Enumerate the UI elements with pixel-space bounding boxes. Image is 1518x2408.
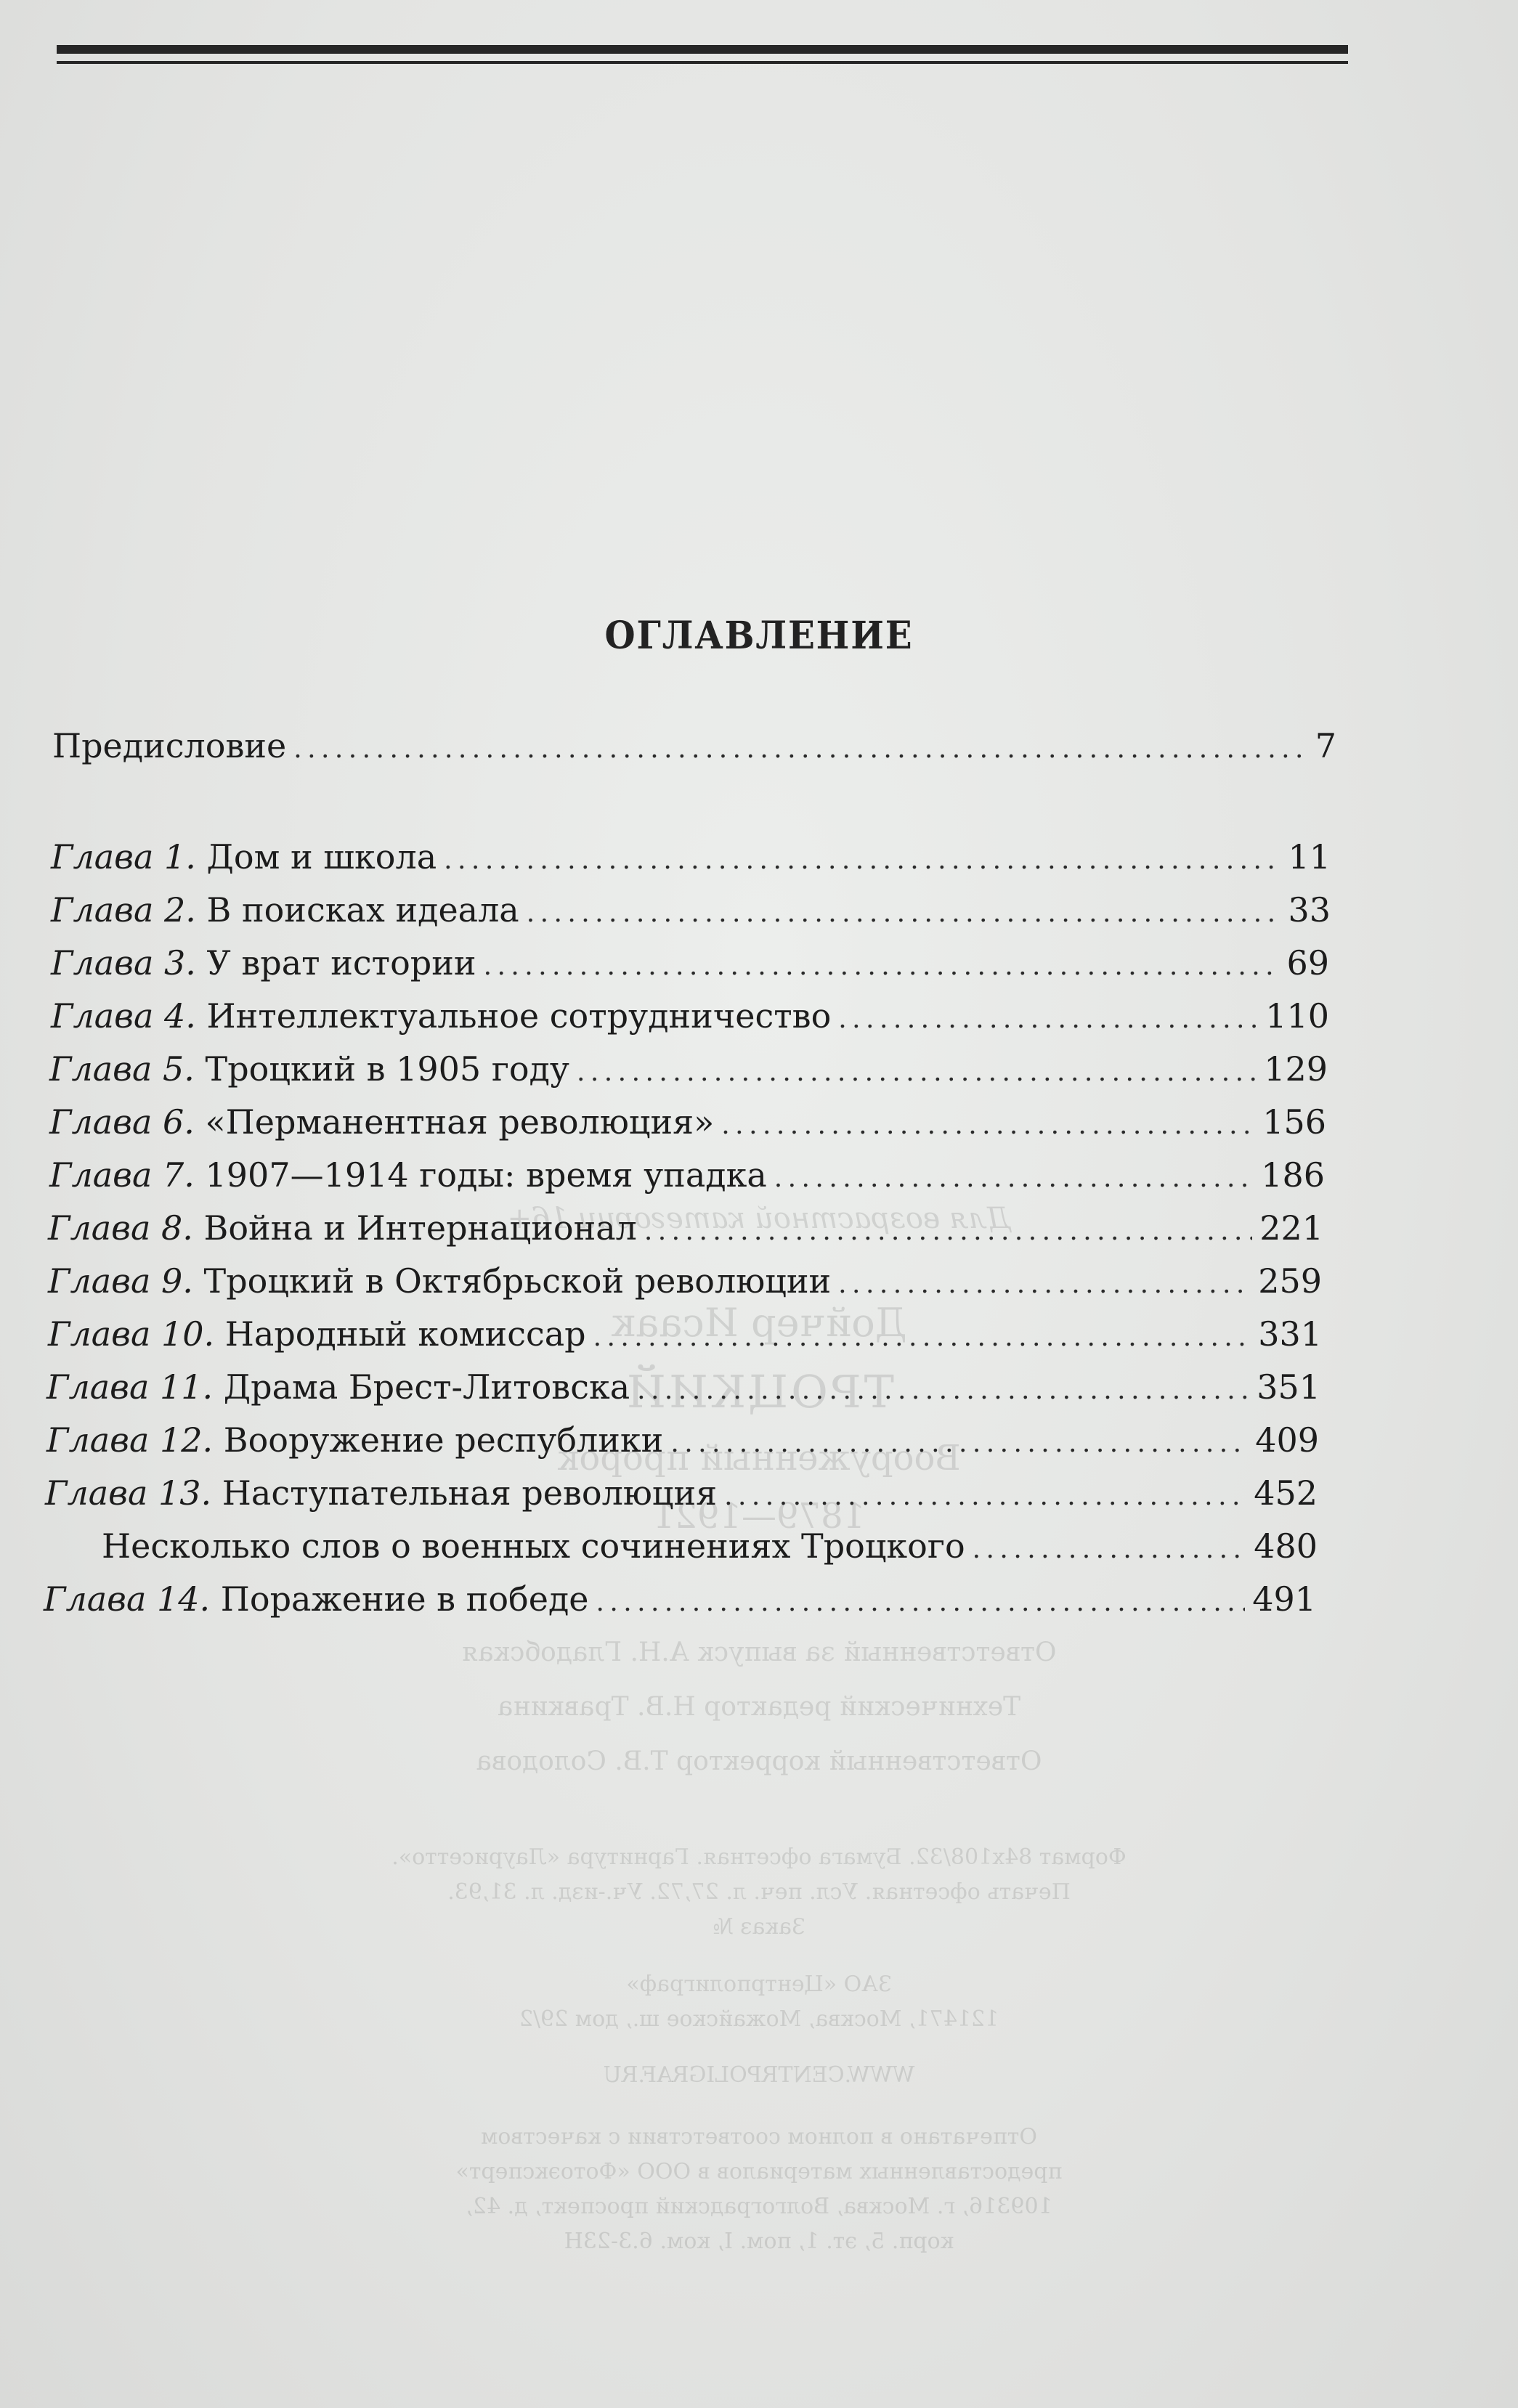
toc-entry xyxy=(48,1208,1323,1248)
toc-entry-title: Вооружение республики xyxy=(223,1420,664,1460)
toc-entry-title: Троцкий в 1905 году xyxy=(205,1049,570,1089)
toc-page-number: 491 xyxy=(1252,1579,1316,1619)
toc-entry xyxy=(51,996,1329,1036)
leader-dots xyxy=(721,1110,1255,1140)
toc-page-number: 186 xyxy=(1261,1155,1325,1195)
leader-dots xyxy=(973,1534,1247,1564)
toc-page-number: 110 xyxy=(1265,996,1329,1036)
toc-entry-title: Троцкий в Октябрьской революции xyxy=(203,1261,832,1301)
toc-entry-title: Предисловие xyxy=(52,726,287,765)
show-through-line: Вооруженный пророк xyxy=(557,1438,961,1478)
toc-entry-subsection xyxy=(102,1526,1318,1566)
toc-entry xyxy=(45,1473,1318,1513)
toc-chapter-label: Глава 8. xyxy=(48,1208,193,1248)
toc-page-number: 351 xyxy=(1257,1367,1320,1407)
page-title: ОГЛАВЛЕНИЕ xyxy=(604,614,914,658)
show-through-line: Печать офсетная. Усл. печ. л. 27,72. Уч.-изд. л. 31,93. xyxy=(447,1879,1071,1905)
show-through-line: 109316, г. Москва, Волгоградский проспект, д. 42, xyxy=(466,2194,1052,2219)
leader-dots xyxy=(293,734,1307,764)
toc-chapter-label: Глава 14. xyxy=(44,1579,211,1619)
toc-entry-preface xyxy=(52,726,1336,765)
toc-page-number: 331 xyxy=(1258,1314,1322,1354)
toc-entry-title: Поражение в победе xyxy=(220,1579,589,1619)
leader-dots xyxy=(637,1375,1249,1405)
leader-dots xyxy=(596,1587,1246,1617)
toc-chapter-label: Глава 3. xyxy=(51,943,196,983)
toc-chapter-label: Глава 1. xyxy=(51,837,196,876)
toc-chapter-label: Глава 11. xyxy=(46,1367,214,1407)
toc-entry-title: Интеллектуальное сотрудничество xyxy=(206,996,832,1036)
toc-chapter-label: Глава 9. xyxy=(48,1261,193,1301)
leader-dots xyxy=(838,1004,1258,1034)
show-through-line: ТРОЦКИЙ xyxy=(623,1365,895,1418)
leader-dots xyxy=(484,951,1280,981)
toc-entry xyxy=(49,1049,1328,1089)
toc-chapter-label: Глава 4. xyxy=(51,996,196,1036)
toc-page-number: 69 xyxy=(1286,943,1329,983)
top-rule-thin xyxy=(57,61,1348,64)
toc-entry xyxy=(49,1102,1326,1142)
toc-page-number: 221 xyxy=(1259,1208,1323,1248)
show-through-line: Ответственный корректор Т.В. Солодова xyxy=(476,1746,1042,1776)
toc-page-number: 156 xyxy=(1262,1102,1326,1142)
toc-chapter-label: Глава 2. xyxy=(51,890,196,930)
toc-entry xyxy=(48,1261,1322,1301)
show-through-line: ЗАО «Центрполиграф» xyxy=(626,1972,892,1997)
toc-entry xyxy=(46,1420,1319,1460)
toc-chapter-label: Глава 13. xyxy=(45,1473,212,1513)
show-through-line: Для возрастной категории 16+ xyxy=(507,1202,1011,1235)
toc-entry-title: Народный комиссар xyxy=(224,1314,586,1354)
leader-dots xyxy=(577,1057,1257,1087)
toc-entry xyxy=(44,1579,1316,1619)
toc-entry-title: Несколько слов о военных сочинениях Троцкого xyxy=(102,1526,965,1566)
toc-chapter-label: Глава 12. xyxy=(46,1420,214,1460)
toc-page-number: 452 xyxy=(1254,1473,1318,1513)
show-through-line: WWW.CENTRPOLIGRAF.RU xyxy=(603,2062,915,2088)
toc-entry-title: У врат истории xyxy=(206,943,476,983)
show-through-line: Технический редактор Н.В. Травкина xyxy=(497,1692,1021,1722)
show-through-line: Формат 84х108/32. Бумага офсетная. Гарнитура «Лаурисетто». xyxy=(391,1844,1127,1870)
leader-dots xyxy=(644,1216,1252,1246)
toc-entry-title: В поисках идеала xyxy=(206,890,519,930)
show-through-line: 1879—1921 xyxy=(652,1496,866,1537)
toc-entry xyxy=(46,1367,1320,1407)
leader-dots xyxy=(444,845,1280,875)
toc-entry xyxy=(51,837,1331,876)
toc-entry-title: Война и Интернационал xyxy=(203,1208,637,1248)
toc-page-number: 7 xyxy=(1315,726,1336,765)
toc-entry-title: Наступательная революция xyxy=(222,1473,718,1513)
toc-chapter-label: Глава 5. xyxy=(49,1049,195,1089)
show-through-line: Заказ № xyxy=(713,1914,805,1940)
toc-page-number: 409 xyxy=(1255,1420,1319,1460)
leader-dots xyxy=(774,1163,1254,1193)
toc-entry xyxy=(51,943,1329,983)
leader-dots xyxy=(838,1269,1251,1299)
toc-entry-title: Драма Брест-Литовска xyxy=(223,1367,630,1407)
top-rule-thick xyxy=(57,45,1348,54)
toc-chapter-label: Глава 6. xyxy=(49,1102,195,1142)
toc-entry-title: «Перманентная революция» xyxy=(205,1102,715,1142)
toc-chapter-label: Глава 10. xyxy=(48,1314,215,1354)
toc-page-number: 480 xyxy=(1254,1526,1318,1566)
show-through-line: 121471, Москва, Можайское ш., дом 29/2 xyxy=(519,2006,999,2032)
toc-page-number: 129 xyxy=(1264,1049,1328,1089)
toc-entry xyxy=(51,890,1331,930)
show-through-line: корп. 5, эт. 1, пом. I, ком. 6.3-23Н xyxy=(564,2229,954,2254)
toc-entry-title: 1907—1914 годы: время упадка xyxy=(205,1155,767,1195)
leader-dots xyxy=(670,1428,1248,1458)
toc-page-number: 11 xyxy=(1288,837,1331,876)
toc-page-number: 259 xyxy=(1258,1261,1322,1301)
show-through-line: Ответственный за выпуск А.Н. Гладобская xyxy=(461,1638,1057,1667)
toc-chapter-label: Глава 7. xyxy=(49,1155,195,1195)
show-through-line: Отпечатано в полном соответствии с качеством xyxy=(480,2124,1038,2149)
toc-entry xyxy=(49,1155,1325,1195)
show-through-line: предоставленных материалов в ООО «Фотоэксперт» xyxy=(455,2159,1063,2184)
toc-page-number: 33 xyxy=(1288,890,1331,930)
toc-entry xyxy=(48,1314,1322,1354)
leader-dots xyxy=(527,898,1281,928)
show-through-line: Дойчер Исаак xyxy=(611,1300,907,1346)
toc-entry-title: Дом и школа xyxy=(206,837,437,876)
leader-dots xyxy=(593,1322,1251,1352)
leader-dots xyxy=(724,1481,1246,1511)
